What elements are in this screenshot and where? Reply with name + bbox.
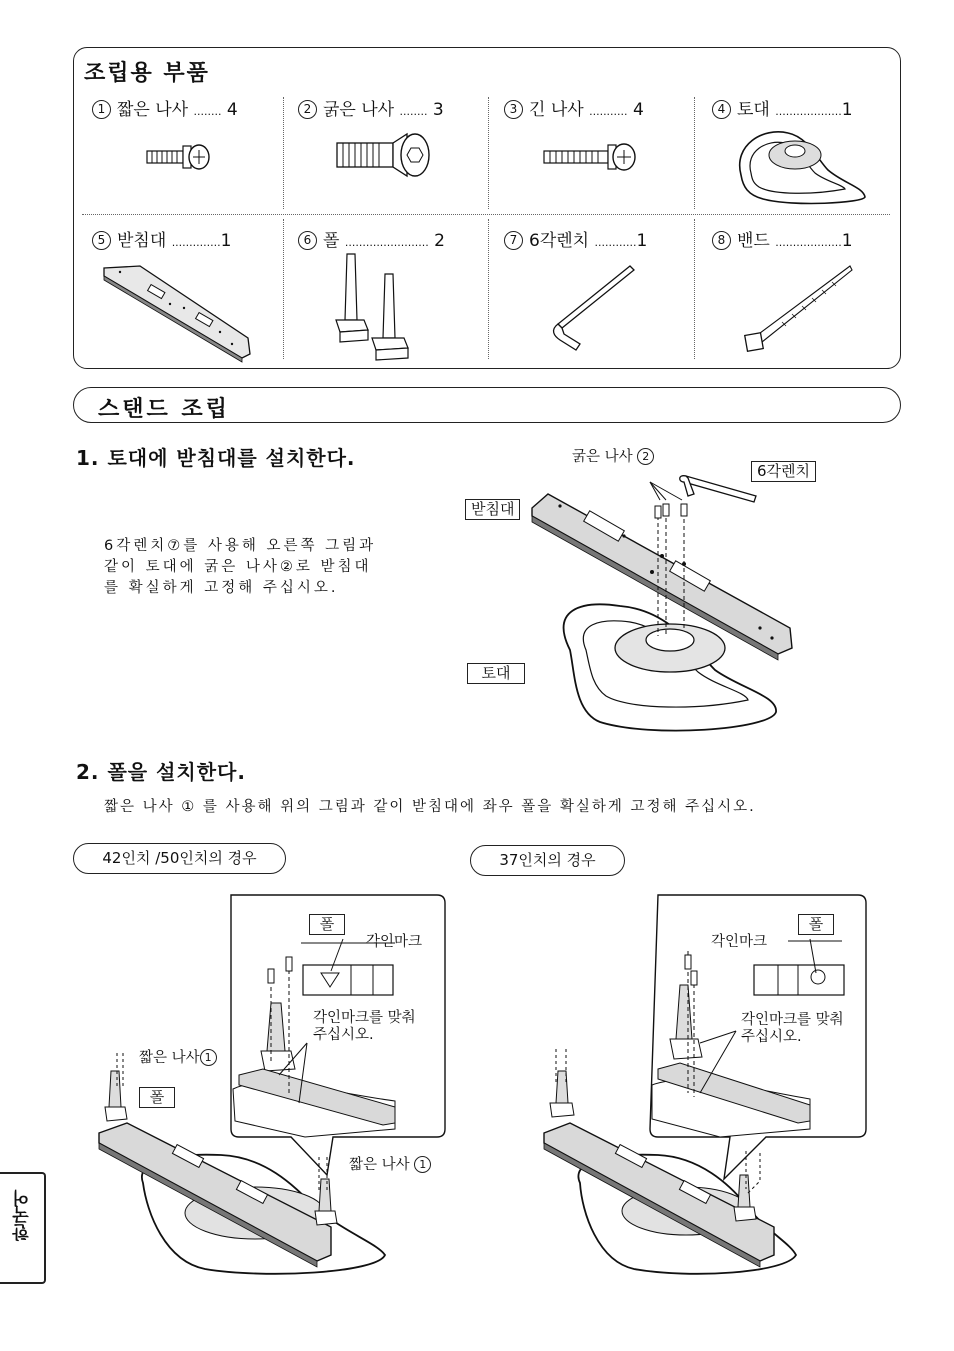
long-screw-icon bbox=[542, 142, 642, 172]
divider bbox=[488, 97, 489, 209]
align-mark-note: 각인마크를 맞춰 주십시오. bbox=[313, 1010, 416, 1043]
short-screw-label: 짧은 나사 1 bbox=[349, 1153, 431, 1174]
section-title: 스탠드 조립 bbox=[98, 397, 230, 422]
part-item: 5 받침대 ..............1 bbox=[92, 226, 231, 251]
wrench-label: 6각렌치 bbox=[751, 461, 816, 482]
short-screw-label: 짧은 나사 1 bbox=[139, 1046, 217, 1067]
part-item: 1 짧은 나사 ........ 4 bbox=[92, 95, 238, 120]
thick-screw-icon bbox=[335, 132, 435, 178]
part-item: 3 긴 나사 ........... 4 bbox=[504, 95, 644, 120]
divider bbox=[283, 219, 284, 359]
case-42-50-pill: 42인치 /50인치의 경우 bbox=[73, 843, 286, 874]
step1-illustration bbox=[520, 460, 800, 745]
part-item: 7 6각렌치 ............1 bbox=[504, 226, 647, 251]
parts-title: 조립용 부품 bbox=[84, 61, 210, 86]
divider bbox=[82, 214, 890, 215]
part-item: 2 굵은 나사 ........ 3 bbox=[298, 95, 444, 120]
divider bbox=[694, 219, 695, 359]
language-tab-label: 한국어 bbox=[13, 1190, 33, 1241]
case-37-pill: 37인치의 경우 bbox=[470, 845, 625, 876]
divider bbox=[694, 97, 695, 209]
base-stand-icon bbox=[733, 125, 868, 207]
divider bbox=[283, 97, 284, 209]
align-mark-note: 각인마크를 맞춰 주십시오. bbox=[741, 1012, 844, 1045]
bracket-icon bbox=[100, 262, 255, 362]
divider bbox=[488, 219, 489, 359]
step2-illustration-37 bbox=[540, 893, 870, 1288]
short-screw-icon bbox=[145, 142, 215, 172]
pole-label: 폴 bbox=[309, 914, 345, 935]
pole-label: 폴 bbox=[798, 914, 834, 935]
part-item: 4 토대 ...................1 bbox=[712, 95, 853, 120]
band-tie-icon bbox=[742, 262, 854, 354]
pole-icon bbox=[330, 250, 420, 362]
part-item: 8 밴드 ...................1 bbox=[712, 226, 853, 251]
thick-screw-label: 굵은 나사 2 bbox=[572, 445, 654, 466]
mark-label: 각인마크 bbox=[366, 934, 423, 950]
step2-text: 짧은 나사 ① 를 사용해 위의 그림과 같이 받침대에 좌우 폴을 확실하게 고정해 주십시오. bbox=[104, 799, 756, 815]
step2-title: 2. 폴을 설치한다. bbox=[76, 760, 246, 784]
bracket-label: 받침대 bbox=[465, 499, 520, 520]
step1-text: 6각렌치⑦를 사용해 오른쪽 그림과 같이 토대에 굵은 나사②로 받침대 를 확실하게 고정해 주십시오. bbox=[104, 538, 377, 596]
step1-title: 1. 토대에 받침대를 설치한다. bbox=[76, 446, 356, 470]
base-label: 토대 bbox=[467, 663, 525, 684]
mark-label: 각인마크 bbox=[711, 934, 768, 950]
pole-label: 폴 bbox=[139, 1087, 175, 1108]
part-item: 6 폴 ........................ 2 bbox=[298, 226, 445, 251]
hex-wrench-icon bbox=[548, 262, 638, 354]
